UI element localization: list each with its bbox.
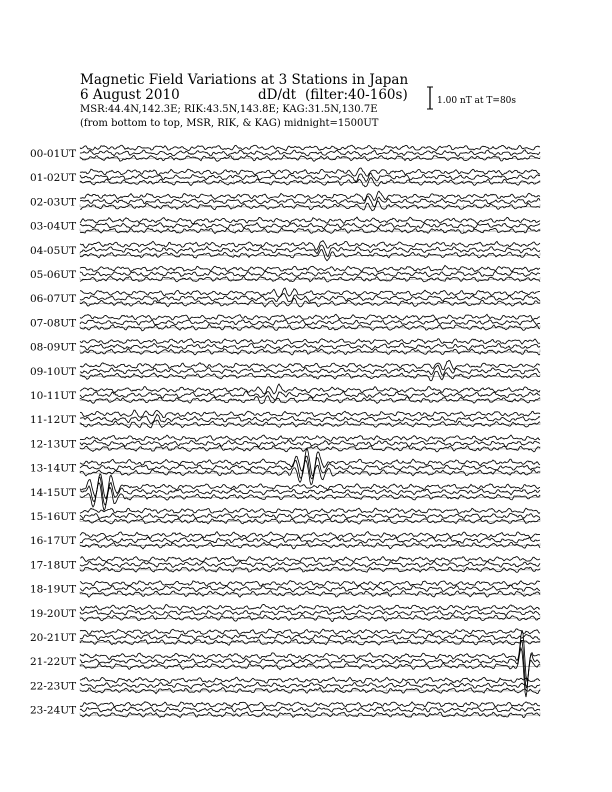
hour-label: 11-12UT [30,414,77,427]
hour-label: 01-02UT [30,172,77,185]
trace-kag [80,360,540,369]
trace-kag [80,410,540,417]
hour-label: 17-18UT [30,559,77,572]
trace-rik [80,343,540,350]
trace-rik [80,271,540,276]
trace-rik [80,440,540,447]
trace-rik [80,223,540,229]
hour-label: 07-08UT [30,317,77,330]
scale-bar [427,87,516,109]
trace-kag [80,145,540,150]
hour-label: 19-20UT [30,607,77,620]
trace-rik [80,513,540,519]
trace-rik [80,319,540,325]
trace-kag [80,557,540,562]
trace-rik [80,610,540,616]
trace-kag [80,217,540,224]
hour-label: 09-10UT [30,365,77,378]
chart-filter: (filter:40-160s) [305,87,408,103]
trace-kag [80,629,540,635]
chart-note: (from bottom to top, MSR, RIK, & KAG) midnight=1500UT [80,118,379,129]
scale-label: 1.00 nT at T=80s [437,96,517,106]
trace-rik [80,456,540,479]
trace-rik [80,707,540,713]
trace-rik [80,293,540,301]
chart-title: Magnetic Field Variations at 3 Stations in Japan [80,72,409,88]
trace-msr [80,155,540,162]
trace-kag [80,168,540,176]
hour-label: 20-21UT [30,632,77,644]
hour-label: 12-13UT [30,438,77,451]
trace-msr [80,298,540,307]
station-traces [80,145,540,717]
trace-kag [80,508,540,514]
hour-label: 10-11UT [30,390,77,402]
hour-label: 13-14UT [30,462,77,475]
trace-rik [80,634,540,640]
hour-label: 03-04UT [30,220,77,233]
hour-label: 16-17UT [30,535,77,548]
trace-kag [80,191,540,201]
hour-label: 02-03UT [30,196,77,209]
trace-kag [80,677,540,683]
trace-rik [80,585,540,592]
hour-label: 14-15UT [30,486,77,499]
hour-label: 04-05UT [30,244,77,257]
hour-label: 21-22UT [30,656,77,669]
trace-rik [80,537,540,543]
trace-kag [80,265,540,272]
trace-kag [80,288,540,297]
trace-kag [80,314,540,320]
hour-label: 18-19UT [30,583,77,596]
trace-kag [80,339,540,345]
trace-kag [80,702,540,707]
hour-gridline [80,422,540,425]
hour-label: 06-07UT [30,293,77,306]
trace-kag [80,630,540,681]
hour-label: 23-24UT [30,704,77,717]
trace-kag [80,581,540,587]
trace-kag [80,435,540,441]
hour-label: 15-16UT [30,511,77,523]
hour-label: 08-09UT [30,341,77,354]
hour-label: 05-06UT [30,269,77,281]
trace-msr [80,324,540,331]
chart-quantity: dD/dt [258,87,297,103]
chart-date: 6 August 2010 [80,87,180,103]
hour-label: 22-23UT [30,680,77,693]
chart-stations: MSR:44.4N,142.3E; RIK:43.5N,143.8E; KAG:31.5N,130.7E [80,104,378,115]
trace-kag [80,604,540,611]
trace-rik [80,150,540,157]
trace-rik [80,561,540,567]
hour-labels [30,148,76,717]
hour-label: 00-01UT [30,148,77,160]
